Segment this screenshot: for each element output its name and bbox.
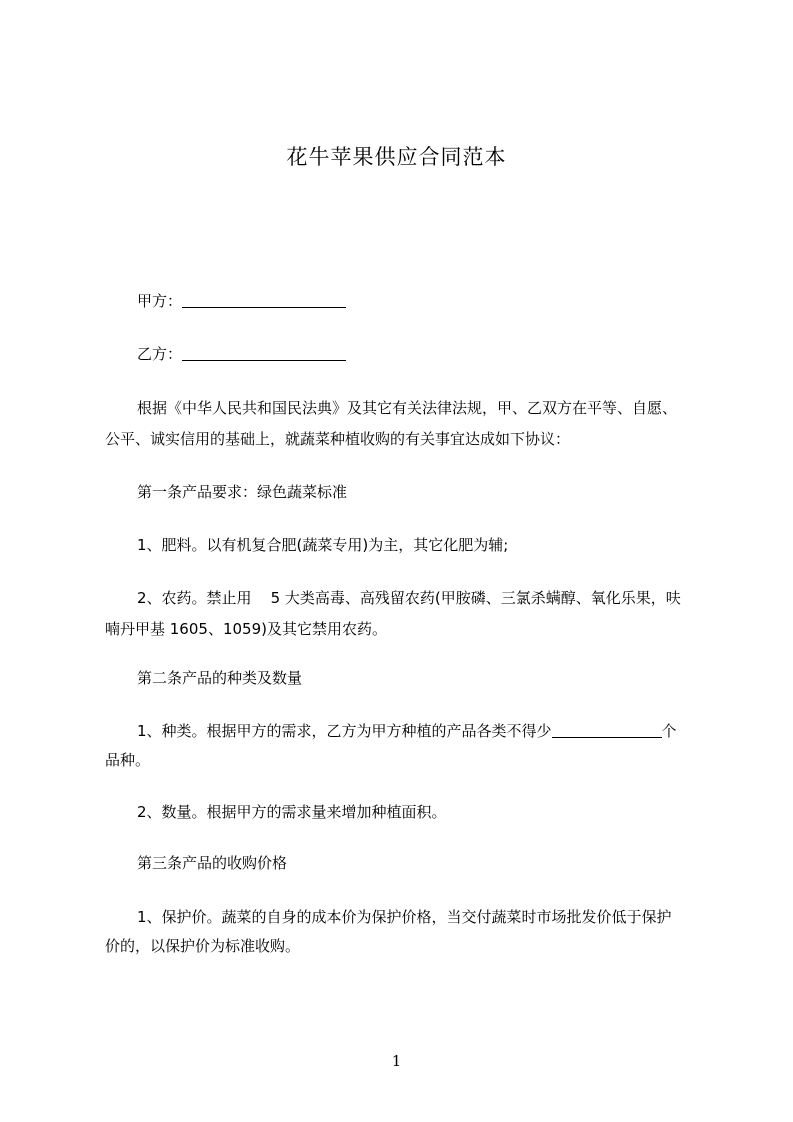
- article-2-item-1-unit: 个: [661, 722, 677, 740]
- article-1-item-2-line-1: 2、农药。禁止用 5 大类高毒、高残留农药(甲胺磷、三氯杀螨醇、氧化乐果，呋: [137, 589, 681, 607]
- article-2-item-1-line-1: [137, 716, 717, 747]
- article-3-heading: 第三条产品的收购价格: [137, 854, 288, 872]
- variety-count-blank: [552, 722, 662, 738]
- party-b-label: 乙方：: [137, 345, 183, 363]
- article-3-item-1-line-1: 1、保护价。蔬菜的自身的成本价为保护价格，当交付蔬菜时市场批发价低于保护: [137, 908, 672, 926]
- article-2-item-2: 2、数量。根据甲方的需求量来增加种植面积。: [137, 803, 447, 821]
- party-a-label: 甲方：: [137, 292, 183, 310]
- party-a-blank: [182, 292, 346, 308]
- article-1-heading: 第一条产品要求：绿色蔬菜标准: [137, 483, 348, 501]
- article-1-item-1: 1、肥料。以有机复合肥(蔬菜专用)为主，其它化肥为辅;: [137, 536, 509, 554]
- article-2-item-1-line-2: 品种。: [105, 751, 151, 769]
- article-2-heading: 第二条产品的种类及数量: [137, 669, 303, 687]
- article-2-item-1-text: 1、种类。根据甲方的需求，乙方为甲方种植的产品各类不得少: [137, 722, 552, 740]
- article-1-item-2-line-2: 喃丹甲基 1605、1059)及其它禁用农药。: [105, 620, 387, 638]
- article-3-item-1-line-2: 价的，以保护价为标准收购。: [105, 937, 301, 955]
- document-title: 花牛苹果供应合同范本: [286, 145, 507, 169]
- intro-line-1: 根据《中华人民共和国民法典》及其它有关法律法规，甲、乙双方在平等、自愿、: [137, 399, 678, 417]
- party-b-blank: [182, 345, 346, 361]
- party-a-line: [137, 286, 737, 317]
- party-b-line: [137, 339, 737, 370]
- intro-line-2: 公平、诚实信用的基础上，就蔬菜种植收购的有关事宜达成如下协议：: [105, 430, 571, 448]
- page-number: 1: [391, 1052, 402, 1070]
